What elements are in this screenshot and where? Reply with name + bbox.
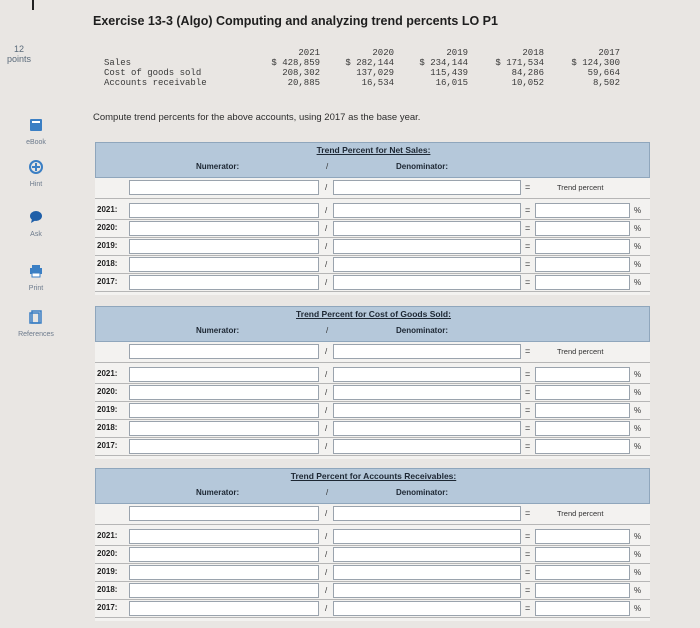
denominator-input[interactable] bbox=[333, 583, 521, 598]
equals-sign: = bbox=[525, 346, 531, 356]
sidebar-item-ebook[interactable] bbox=[0, 118, 72, 146]
division-sign: / bbox=[325, 406, 328, 415]
numerator-input[interactable] bbox=[129, 275, 319, 290]
table-row bbox=[95, 600, 650, 618]
denominator-input[interactable] bbox=[333, 221, 521, 236]
denominator-input[interactable] bbox=[333, 565, 521, 580]
section-title: Trend Percent for Cost of Goods Sold: bbox=[296, 309, 451, 319]
numerator-input[interactable] bbox=[129, 367, 319, 382]
equals-sign: = bbox=[525, 405, 531, 415]
percent-sign: % bbox=[634, 568, 642, 577]
denominator-input[interactable] bbox=[333, 239, 521, 254]
equals-sign: = bbox=[525, 241, 531, 251]
numerator-input[interactable] bbox=[129, 547, 319, 562]
division-sign: / bbox=[325, 586, 328, 595]
trend-percent-input[interactable] bbox=[535, 529, 630, 544]
equals-sign: = bbox=[525, 585, 531, 595]
percent-sign: % bbox=[634, 206, 642, 215]
division-sign: / bbox=[325, 442, 328, 451]
division-sign: / bbox=[325, 509, 328, 518]
denominator-input[interactable] bbox=[333, 257, 521, 272]
table-cell: 20,885 bbox=[287, 78, 320, 88]
page-title: Exercise 13-3 (Algo) Computing and analyzing trend percents LO P1 bbox=[93, 14, 498, 28]
equals-sign: = bbox=[525, 567, 531, 577]
year-header: 2020 bbox=[372, 48, 394, 58]
denominator-input[interactable] bbox=[333, 529, 521, 544]
trend-percent-input[interactable] bbox=[535, 203, 630, 218]
division-sign: / bbox=[325, 242, 328, 251]
row-year-label: 2019: bbox=[97, 567, 118, 576]
numerator-header-input[interactable] bbox=[129, 344, 319, 359]
denominator-label: Denominator: bbox=[396, 162, 448, 171]
table-cell: 8,502 bbox=[592, 78, 620, 88]
division-sign: / bbox=[325, 532, 328, 541]
score-value: 12 bbox=[13, 44, 24, 54]
trend-percent-input[interactable] bbox=[535, 275, 630, 290]
section-header bbox=[95, 142, 650, 178]
table-row bbox=[95, 202, 650, 220]
table-row bbox=[104, 78, 624, 88]
table-row bbox=[95, 238, 650, 256]
trend-section bbox=[95, 468, 650, 621]
trend-percent-input[interactable] bbox=[535, 421, 630, 436]
table-cell: $ 282,144 bbox=[345, 58, 394, 68]
data-table bbox=[104, 48, 624, 88]
denominator-input[interactable] bbox=[333, 547, 521, 562]
equals-sign: = bbox=[525, 423, 531, 433]
row-label: Cost of goods sold bbox=[104, 68, 202, 78]
table-row bbox=[95, 402, 650, 420]
division-sign: / bbox=[326, 162, 329, 171]
trend-percent-input[interactable] bbox=[535, 367, 630, 382]
sidebar-item-label: Ask bbox=[30, 231, 42, 238]
percent-sign: % bbox=[634, 586, 642, 595]
chat-bubble-icon bbox=[27, 210, 45, 224]
row-year-label: 2020: bbox=[97, 223, 118, 232]
percent-sign: % bbox=[634, 224, 642, 233]
row-year-label: 2019: bbox=[97, 241, 118, 250]
percent-sign: % bbox=[634, 260, 642, 269]
table-cell: 115,439 bbox=[430, 68, 468, 78]
equals-sign: = bbox=[525, 531, 531, 541]
table-row bbox=[95, 366, 650, 384]
division-sign: / bbox=[325, 424, 328, 433]
trend-percent-label: Trend percent bbox=[557, 509, 604, 518]
trend-percent-input[interactable] bbox=[535, 583, 630, 598]
row-label: Sales bbox=[104, 58, 132, 68]
table-row bbox=[95, 582, 650, 600]
sidebar-rail bbox=[0, 0, 72, 628]
percent-sign: % bbox=[634, 532, 642, 541]
row-year-label: 2018: bbox=[97, 423, 118, 432]
denominator-input[interactable] bbox=[333, 439, 521, 454]
table-row bbox=[95, 438, 650, 456]
denominator-input[interactable] bbox=[333, 385, 521, 400]
division-sign: / bbox=[325, 347, 328, 356]
trend-percent-input[interactable] bbox=[535, 385, 630, 400]
division-sign: / bbox=[326, 326, 329, 335]
denominator-input[interactable] bbox=[333, 203, 521, 218]
section-header bbox=[95, 468, 650, 504]
table-cell: 59,664 bbox=[587, 68, 620, 78]
trend-percent-input[interactable] bbox=[535, 601, 630, 616]
numerator-input[interactable] bbox=[129, 439, 319, 454]
numerator-input[interactable] bbox=[129, 203, 319, 218]
numerator-input[interactable] bbox=[129, 565, 319, 580]
percent-sign: % bbox=[634, 550, 642, 559]
table-row bbox=[95, 220, 650, 238]
table-row bbox=[95, 420, 650, 438]
row-year-label: 2021: bbox=[97, 531, 118, 540]
division-sign: / bbox=[326, 488, 329, 497]
numerator-input[interactable] bbox=[129, 583, 319, 598]
table-row bbox=[95, 274, 650, 292]
trend-percent-input[interactable] bbox=[535, 547, 630, 562]
table-cell: $ 428,859 bbox=[271, 58, 320, 68]
trend-percent-input[interactable] bbox=[535, 565, 630, 580]
header-input-row bbox=[95, 504, 650, 525]
percent-sign: % bbox=[634, 604, 642, 613]
division-sign: / bbox=[325, 388, 328, 397]
denominator-label: Denominator: bbox=[396, 326, 448, 335]
sidebar-item-label: Print bbox=[28, 285, 44, 292]
division-sign: / bbox=[325, 278, 328, 287]
table-cell: 84,286 bbox=[511, 68, 544, 78]
table-cell: 16,534 bbox=[361, 78, 394, 88]
numerator-label: Numerator: bbox=[196, 162, 240, 171]
denominator-input[interactable] bbox=[333, 403, 521, 418]
table-cell: 10,052 bbox=[511, 78, 544, 88]
denominator-header-input[interactable] bbox=[333, 344, 521, 359]
row-year-label: 2018: bbox=[97, 259, 118, 268]
equals-sign: = bbox=[525, 508, 531, 518]
division-sign: / bbox=[325, 260, 328, 269]
header-input-row bbox=[95, 178, 650, 199]
equals-sign: = bbox=[525, 223, 531, 233]
score-unit: points bbox=[6, 54, 32, 64]
row-year-label: 2018: bbox=[97, 585, 118, 594]
references-icon bbox=[27, 310, 45, 324]
percent-sign: % bbox=[634, 442, 642, 451]
sidebar-item-label: eBook bbox=[26, 139, 46, 146]
row-year-label: 2017: bbox=[97, 603, 118, 612]
hint-icon bbox=[27, 160, 45, 174]
division-sign: / bbox=[325, 568, 328, 577]
numerator-header-input[interactable] bbox=[129, 506, 319, 521]
trend-percent-input[interactable] bbox=[535, 221, 630, 236]
numerator-input[interactable] bbox=[129, 421, 319, 436]
denominator-input[interactable] bbox=[333, 275, 521, 290]
sidebar-item-references[interactable] bbox=[0, 310, 72, 338]
equals-sign: = bbox=[525, 259, 531, 269]
percent-sign: % bbox=[634, 278, 642, 287]
numerator-header-input[interactable] bbox=[129, 180, 319, 195]
division-sign: / bbox=[325, 183, 328, 192]
table-cell: 16,015 bbox=[435, 78, 468, 88]
trend-percent-input[interactable] bbox=[535, 439, 630, 454]
row-label: Accounts receivable bbox=[104, 78, 207, 88]
sidebar-item-hint[interactable] bbox=[0, 160, 72, 188]
table-row bbox=[95, 528, 650, 546]
trend-percent-label: Trend percent bbox=[557, 183, 604, 192]
percent-sign: % bbox=[634, 406, 642, 415]
numerator-label: Numerator: bbox=[196, 326, 240, 335]
year-header: 2019 bbox=[446, 48, 468, 58]
numerator-input[interactable] bbox=[129, 601, 319, 616]
row-year-label: 2021: bbox=[97, 369, 118, 378]
equals-sign: = bbox=[525, 441, 531, 451]
section-title: Trend Percent for Net Sales: bbox=[316, 145, 431, 155]
equals-sign: = bbox=[525, 182, 531, 192]
trend-percent-input[interactable] bbox=[535, 403, 630, 418]
division-sign: / bbox=[325, 550, 328, 559]
header-input-row bbox=[95, 342, 650, 363]
equals-sign: = bbox=[525, 369, 531, 379]
sidebar-item-ask[interactable] bbox=[0, 210, 72, 238]
instruction-text: Compute trend percents for the above accounts, using 2017 as the base year. bbox=[93, 112, 421, 123]
row-year-label: 2017: bbox=[97, 441, 118, 450]
table-cell: 208,302 bbox=[282, 68, 320, 78]
denominator-input[interactable] bbox=[333, 601, 521, 616]
denominator-label: Denominator: bbox=[396, 488, 448, 497]
table-cell: $ 234,144 bbox=[419, 58, 468, 68]
numerator-input[interactable] bbox=[129, 221, 319, 236]
trend-section bbox=[95, 142, 650, 295]
table-cell: 137,029 bbox=[356, 68, 394, 78]
row-year-label: 2020: bbox=[97, 549, 118, 558]
table-cell: $ 124,300 bbox=[571, 58, 620, 68]
sidebar-item-label: References bbox=[18, 331, 54, 338]
trend-percent-input[interactable] bbox=[535, 257, 630, 272]
numerator-input[interactable] bbox=[129, 257, 319, 272]
row-year-label: 2020: bbox=[97, 387, 118, 396]
trend-percent-input[interactable] bbox=[535, 239, 630, 254]
equals-sign: = bbox=[525, 603, 531, 613]
year-header: 2021 bbox=[298, 48, 320, 58]
percent-sign: % bbox=[634, 242, 642, 251]
row-year-label: 2017: bbox=[97, 277, 118, 286]
row-year-label: 2019: bbox=[97, 405, 118, 414]
equals-sign: = bbox=[525, 549, 531, 559]
denominator-header-input[interactable] bbox=[333, 506, 521, 521]
numerator-input[interactable] bbox=[129, 403, 319, 418]
table-row bbox=[95, 564, 650, 582]
book-icon bbox=[27, 118, 45, 132]
percent-sign: % bbox=[634, 388, 642, 397]
table-row bbox=[95, 256, 650, 274]
row-year-label: 2021: bbox=[97, 205, 118, 214]
table-row bbox=[95, 546, 650, 564]
year-header: 2018 bbox=[522, 48, 544, 58]
division-sign: / bbox=[325, 370, 328, 379]
equals-sign: = bbox=[525, 387, 531, 397]
sidebar-item-print[interactable] bbox=[0, 264, 72, 292]
equals-sign: = bbox=[525, 205, 531, 215]
table-header-row bbox=[104, 48, 624, 58]
section-title: Trend Percent for Accounts Receivables: bbox=[290, 471, 457, 481]
numerator-input[interactable] bbox=[129, 385, 319, 400]
denominator-input[interactable] bbox=[333, 367, 521, 382]
section-header bbox=[95, 306, 650, 342]
numerator-label: Numerator: bbox=[196, 488, 240, 497]
table-row bbox=[95, 384, 650, 402]
trend-percent-label: Trend percent bbox=[557, 347, 604, 356]
percent-sign: % bbox=[634, 424, 642, 433]
year-header: 2017 bbox=[598, 48, 620, 58]
denominator-header-input[interactable] bbox=[333, 180, 521, 195]
denominator-input[interactable] bbox=[333, 421, 521, 436]
table-row bbox=[104, 58, 624, 68]
sidebar-item-label: Hint bbox=[29, 181, 43, 188]
division-sign: / bbox=[325, 604, 328, 613]
numerator-input[interactable] bbox=[129, 529, 319, 544]
trend-section bbox=[95, 306, 650, 459]
printer-icon bbox=[27, 264, 45, 278]
division-sign: / bbox=[325, 206, 328, 215]
table-row bbox=[104, 68, 624, 78]
table-cell: $ 171,534 bbox=[495, 58, 544, 68]
division-sign: / bbox=[325, 224, 328, 233]
equals-sign: = bbox=[525, 277, 531, 287]
percent-sign: % bbox=[634, 370, 642, 379]
numerator-input[interactable] bbox=[129, 239, 319, 254]
